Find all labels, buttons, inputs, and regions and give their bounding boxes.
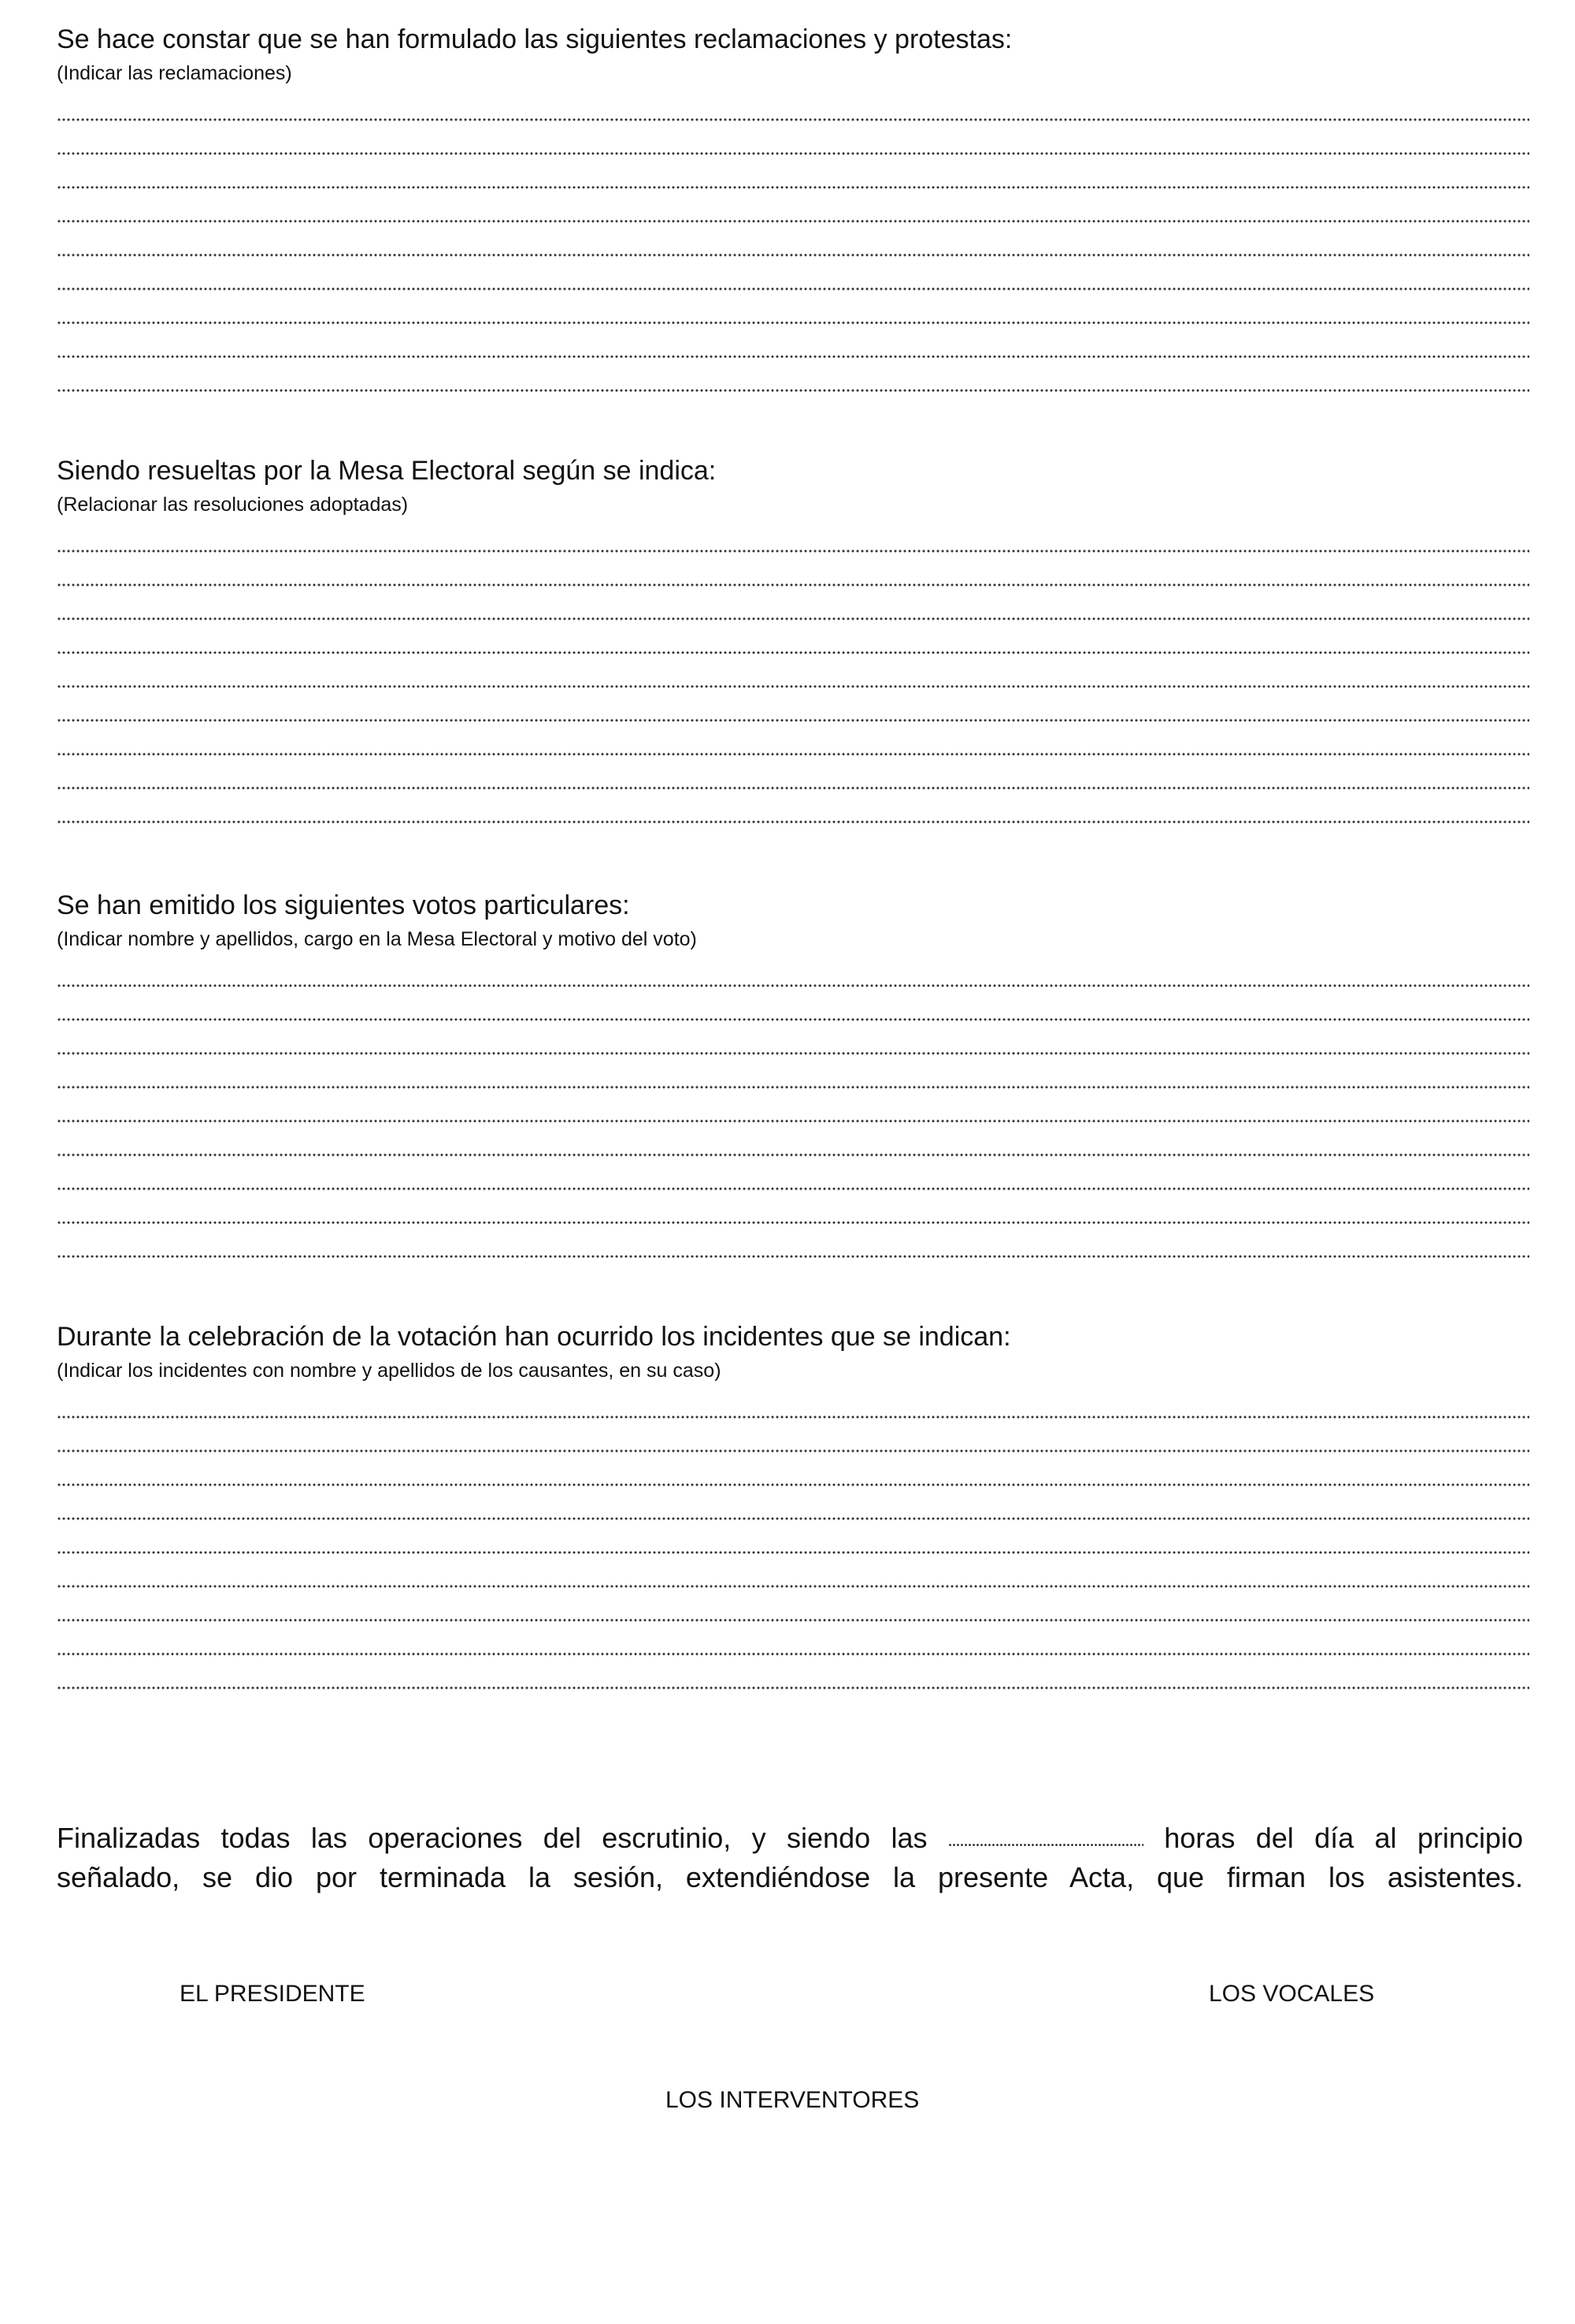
dotted-line[interactable] [57, 621, 1529, 655]
dotted-line[interactable] [57, 156, 1529, 190]
president-signature-label: EL PRESIDENTE [180, 1981, 365, 2007]
dotted-line[interactable] [57, 325, 1529, 359]
claims-title: Se hace constar que se han formulado las siguientes reclamaciones y protestas: [57, 24, 1013, 54]
dotted-line[interactable] [57, 790, 1529, 824]
incidents-title: Durante la celebración de la votación han ocurrido los incidentes que se indican: [57, 1322, 1011, 1352]
dotted-line[interactable] [57, 1521, 1529, 1555]
closing-line-2: señalado, se dio por terminada la sesión, extendiéndose la presente Acta, que firman los asistentes. [57, 1861, 1523, 1893]
resolutions-lines[interactable] [57, 520, 1529, 824]
dotted-line[interactable] [57, 1056, 1529, 1090]
dotted-line[interactable] [57, 655, 1529, 689]
dotted-line[interactable] [57, 1555, 1529, 1589]
closing-paragraph [57, 1819, 1523, 1897]
dotted-line[interactable] [57, 291, 1529, 325]
closing-text-after: horas del día al principio [1164, 1822, 1523, 1854]
dotted-line[interactable] [57, 1453, 1529, 1487]
dotted-line[interactable] [57, 723, 1529, 757]
incidents-hint: (Indicar los incidentes con nombre y apellidos de los causantes, en su caso) [57, 1360, 721, 1382]
dotted-line[interactable] [57, 1419, 1529, 1453]
dotted-line[interactable] [57, 224, 1529, 257]
dotted-line[interactable] [57, 757, 1529, 790]
resolutions-hint: (Relacionar las resoluciones adoptadas) [57, 494, 409, 516]
dotted-line[interactable] [57, 587, 1529, 621]
hours-blank[interactable] [948, 1840, 1143, 1848]
dotted-line[interactable] [57, 1386, 1529, 1419]
dotted-line[interactable] [57, 88, 1529, 122]
dotted-line[interactable] [57, 257, 1529, 291]
resolutions-title: Siendo resueltas por la Mesa Electoral según se indica: [57, 456, 717, 486]
dotted-line[interactable] [57, 520, 1529, 553]
vocales-signature-label: LOS VOCALES [1209, 1981, 1375, 2007]
dotted-line[interactable] [57, 359, 1529, 393]
resolutions-section [57, 455, 1529, 824]
claims-section [57, 24, 1529, 393]
dotted-line[interactable] [57, 1191, 1529, 1225]
votes-lines[interactable] [57, 954, 1529, 1259]
closing-line-1 [57, 1819, 1523, 1858]
closing-text-before: Finalizadas todas las operaciones del escrutinio, y siendo las [57, 1822, 928, 1854]
votes-title: Se han emitido los siguientes votos particulares: [57, 890, 630, 920]
dotted-line[interactable] [57, 689, 1529, 723]
claims-lines[interactable] [57, 88, 1529, 393]
votes-hint: (Indicar nombre y apellidos, cargo en la Mesa Electoral y motivo del voto) [57, 928, 697, 950]
dotted-line[interactable] [57, 1589, 1529, 1623]
dotted-line[interactable] [57, 988, 1529, 1022]
dotted-line[interactable] [57, 553, 1529, 587]
dotted-line[interactable] [57, 1123, 1529, 1157]
dotted-line[interactable] [57, 122, 1529, 156]
claims-hint: (Indicar las reclamaciones) [57, 62, 292, 84]
dotted-line[interactable] [57, 1487, 1529, 1521]
dotted-line[interactable] [57, 954, 1529, 988]
votes-section [57, 890, 1529, 1259]
dotted-line[interactable] [57, 1157, 1529, 1191]
dotted-line[interactable] [57, 1090, 1529, 1123]
dotted-line[interactable] [57, 190, 1529, 224]
dotted-line[interactable] [57, 1656, 1529, 1690]
dotted-line[interactable] [57, 1225, 1529, 1259]
incidents-lines[interactable] [57, 1386, 1529, 1690]
dotted-line[interactable] [57, 1022, 1529, 1056]
interventores-signature-label: LOS INTERVENTORES [665, 2087, 920, 2113]
dotted-line[interactable] [57, 1623, 1529, 1656]
incidents-section [57, 1321, 1529, 1690]
